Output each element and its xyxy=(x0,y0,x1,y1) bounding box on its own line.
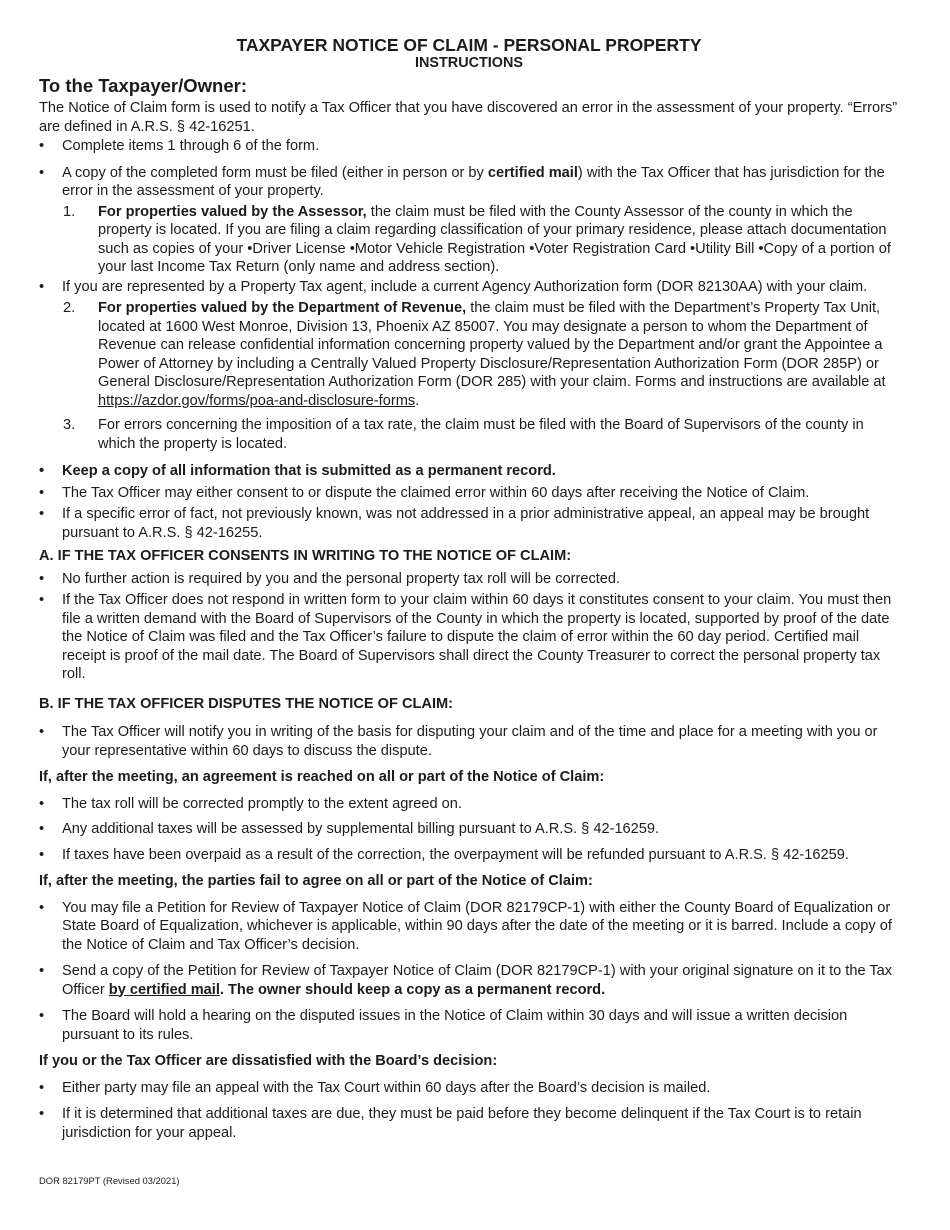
numbered-item: 2. For properties valued by the Department of Revenue, the claim must be filed with the Department’s Property Tax Unit, located at 1600 West Monroe, Division 13, Phoenix AZ 85007. You may designate a person to whom the Department of Revenue can release confidential information concerning property valued by the Department and/or grant the Appointee a Power of Attorney by including a Centrally Valued Property Disclosure/Representation Authorization Form (DOR 285P) or General Disclosure/Representation Authorization Form (DOR 285) with your claim. Forms and instructions are available at https://azdor.gov/forms/poa-and-disclosure-forms. xyxy=(63,300,886,409)
list-item: • Send a copy of the Petition for Review of Taxpayer Notice of Claim (DOR 82179CP-1) with your original signature on it to the Tax Officer by certified mail. The owner should keep a copy as a permanent record. xyxy=(39,962,899,999)
list-item: • If it is determined that additional taxes are due, they must be paid before they become delinquent if the Tax Court is to retain jurisdiction for your appeal. xyxy=(39,1105,899,1142)
list-item: • Keep a copy of all information that is submitted as a permanent record. xyxy=(39,462,899,481)
agreement-heading: If, after the meeting, an agreement is reached on all or part of the Notice of Claim: xyxy=(39,769,605,785)
page-subtitle: INSTRUCTIONS xyxy=(415,55,523,71)
list-item: • No further action is required by you and the personal property tax roll will be corrected. xyxy=(39,570,899,589)
list-item: • If the Tax Officer does not respond in written form to your claim within 60 days it constitutes consent to your claim. You must then file a written demand with the Board of Supervisors of the County in which the property is located, supported by proof of the date the Notice of Claim was filed and the Tax Officer’s failure to dispute the claim of error within the 60 day period. Certified mail receipt is proof of the mail date. The Board of Supervisors shall direct the County Treasurer to correct the personal property tax roll. xyxy=(39,591,899,684)
section-b-heading: B. IF THE TAX OFFICER DISPUTES THE NOTICE OF CLAIM: xyxy=(39,695,454,712)
list-item: • If a specific error of fact, not previously known, was not addressed in a prior administrative appeal, an appeal may be brought pursuant to A.R.S. § 42-16255. xyxy=(39,505,899,542)
list-item: • The Board will hold a hearing on the disputed issues in the Notice of Claim within 30 days and will issue a written decision pursuant to its rules. xyxy=(39,1007,899,1044)
list-item: • Either party may file an appeal with the Tax Court within 60 days after the Board’s decision is mailed. xyxy=(39,1079,899,1098)
dissatisfied-heading: If you or the Tax Officer are dissatisfied with the Board’s decision: xyxy=(39,1053,498,1069)
list-item: • Complete items 1 through 6 of the form. xyxy=(39,137,899,156)
form-number: DOR 82179PT (Revised 03/2021) xyxy=(39,1175,180,1186)
instructions-page xyxy=(39,36,899,1142)
numbered-item: 3. For errors concerning the imposition of a tax rate, the claim must be filed with the Board of Supervisors of the county in which the property is located. xyxy=(63,417,864,452)
disagreement-heading: If, after the meeting, the parties fail to agree on all or part of the Notice of Claim: xyxy=(39,873,593,889)
numbered-item: 1. For properties valued by the Assessor, the claim must be filed with the County Assessor of the county in which the property is located. If you are filing a claim regarding classification of your primary residence, please attach documentation such as copies of your •Driver License •Motor Vehicle Registration •Voter Registration Card •Utility Bill •Copy of a portion of your last Income Tax Return (only name and address section). xyxy=(63,203,891,275)
list-item: • If you are represented by a Property Tax agent, include a current Agency Authorization form (DOR 82130AA) with your claim. xyxy=(39,278,899,297)
list-item: • You may file a Petition for Review of Taxpayer Notice of Claim (DOR 82179CP-1) with either the County Board of Equalization or State Board of Equalization, whichever is applicable, within 90 days after the date of the meeting or it is barred. Include a copy of the Notice of Claim and Tax Officer’s decision. xyxy=(39,899,899,955)
section-a-heading: A. IF THE TAX OFFICER CONSENTS IN WRITING TO THE NOTICE OF CLAIM: xyxy=(39,548,572,564)
list-item: • A copy of the completed form must be filed (either in person or by certified mail) with the Tax Officer that has jurisdiction for the error in the assessment of your property. xyxy=(39,164,899,201)
page-title: TAXPAYER NOTICE OF CLAIM - PERSONAL PROPERTY xyxy=(236,35,702,55)
list-item: • The tax roll will be corrected promptly to the extent agreed on. xyxy=(39,795,899,814)
intro-paragraph: The Notice of Claim form is used to notify a Tax Officer that you have discovered an error in the assessment of your property. “Errors” are defined in A.R.S. § 42-16251. xyxy=(39,100,898,135)
list-item: • The Tax Officer will notify you in writing of the basis for disputing your claim and of the time and place for a meeting with you or your representative within 60 days to discuss the dispute. xyxy=(39,723,899,760)
poa-forms-link[interactable]: https://azdor.gov/forms/poa-and-disclosure-forms xyxy=(98,392,416,409)
list-item: • Any additional taxes will be assessed by supplemental billing pursuant to A.R.S. § 42-16259. xyxy=(39,820,899,839)
intro-heading: To the Taxpayer/Owner: xyxy=(39,75,247,96)
list-item: • If taxes have been overpaid as a result of the correction, the overpayment will be refunded pursuant to A.R.S. § 42-16259. xyxy=(39,846,899,865)
list-item: • The Tax Officer may either consent to or dispute the claimed error within 60 days after receiving the Notice of Claim. xyxy=(39,484,899,503)
